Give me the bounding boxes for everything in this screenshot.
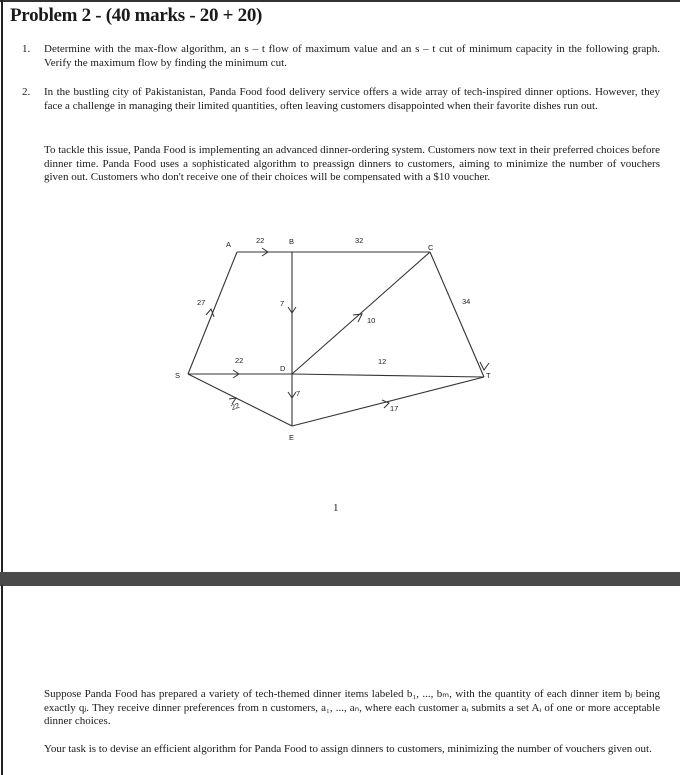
- capacity-d-e: 7: [296, 389, 301, 398]
- question-2-paragraph-2: To tackle this issue, Panda Food is implementing an advanced dinner-ordering system. Customers now text in their preferred choices before dinner time. Panda Food uses a sophisticated algorithm to preassign dinners to customers, aiming to minimize the number of vouchers given out. Customers who don't receive one of their choices will be compensated with a $10 voucher.: [44, 144, 660, 183]
- capacity-a-b: 22: [256, 236, 265, 245]
- page-two-paragraph-1: Suppose Panda Food has prepared a variety of tech-themed dinner items labeled b₁, ..., bₘ, with the quantity of each dinner item bⱼ being exactly qⱼ. They receive dinner preferences from n customers, a₁, ..., aₙ, where each customer aᵢ submits a set Aᵢ of one or more acceptable dinner choices.: [44, 688, 660, 727]
- arrow-c-t: [480, 362, 489, 370]
- question-2-number: 2.: [22, 86, 31, 98]
- capacity-s-d: 22: [235, 356, 244, 365]
- question-1-text: Determine with the max-flow algorithm, an s – t flow of maximum value and an s – t cut of minimum capacity in the following graph. Verify the maximum flow by finding the minimum cut.: [44, 43, 660, 69]
- page-two: [0, 586, 680, 775]
- capacity-e-t: 17: [390, 404, 399, 413]
- node-d-label: D: [280, 364, 286, 373]
- edge-s-e: [188, 374, 292, 426]
- question-2-text: In the bustling city of Pakistanistan, Panda Food food delivery service offers a wide array of tech-inspired dinner options. However, they face a challenge in managing their limited quantities, often leaving customers disappointed when their favorite dishes run out.: [44, 86, 660, 112]
- edge-c-t: [430, 252, 484, 377]
- node-c-label: C: [428, 243, 434, 252]
- node-t-label: T: [486, 371, 491, 380]
- capacity-b-d: 7: [280, 299, 285, 308]
- page-two-paragraph-2: Your task is to devise an efficient algorithm for Panda Food to assign dinners to customers, minimizing the number of vouchers given out.: [44, 743, 652, 755]
- capacity-s-a: 27: [197, 298, 206, 307]
- capacity-d-c: 10: [367, 316, 376, 325]
- capacity-b-c: 32: [355, 236, 364, 245]
- edge-e-t: [292, 377, 484, 426]
- capacity-c-t: 34: [462, 297, 471, 306]
- arrow-s-a: [206, 309, 214, 317]
- question-1-number: 1.: [22, 43, 31, 55]
- page-two-left-rule: [1, 585, 3, 775]
- capacity-d-t: 12: [378, 357, 387, 366]
- node-a-label: A: [226, 240, 232, 249]
- node-e-label: E: [289, 433, 295, 442]
- page-separator: [0, 572, 680, 586]
- arrow-d-c: [353, 314, 362, 322]
- edge-d-c: [292, 252, 430, 374]
- node-b-label: B: [289, 237, 295, 246]
- capacity-s-e: 22: [229, 400, 241, 413]
- problem-heading: Problem 2 - (40 marks - 20 + 20): [10, 5, 263, 26]
- node-s-label: S: [175, 371, 181, 380]
- edge-d-t: [292, 374, 484, 377]
- page-number: 1: [333, 502, 339, 514]
